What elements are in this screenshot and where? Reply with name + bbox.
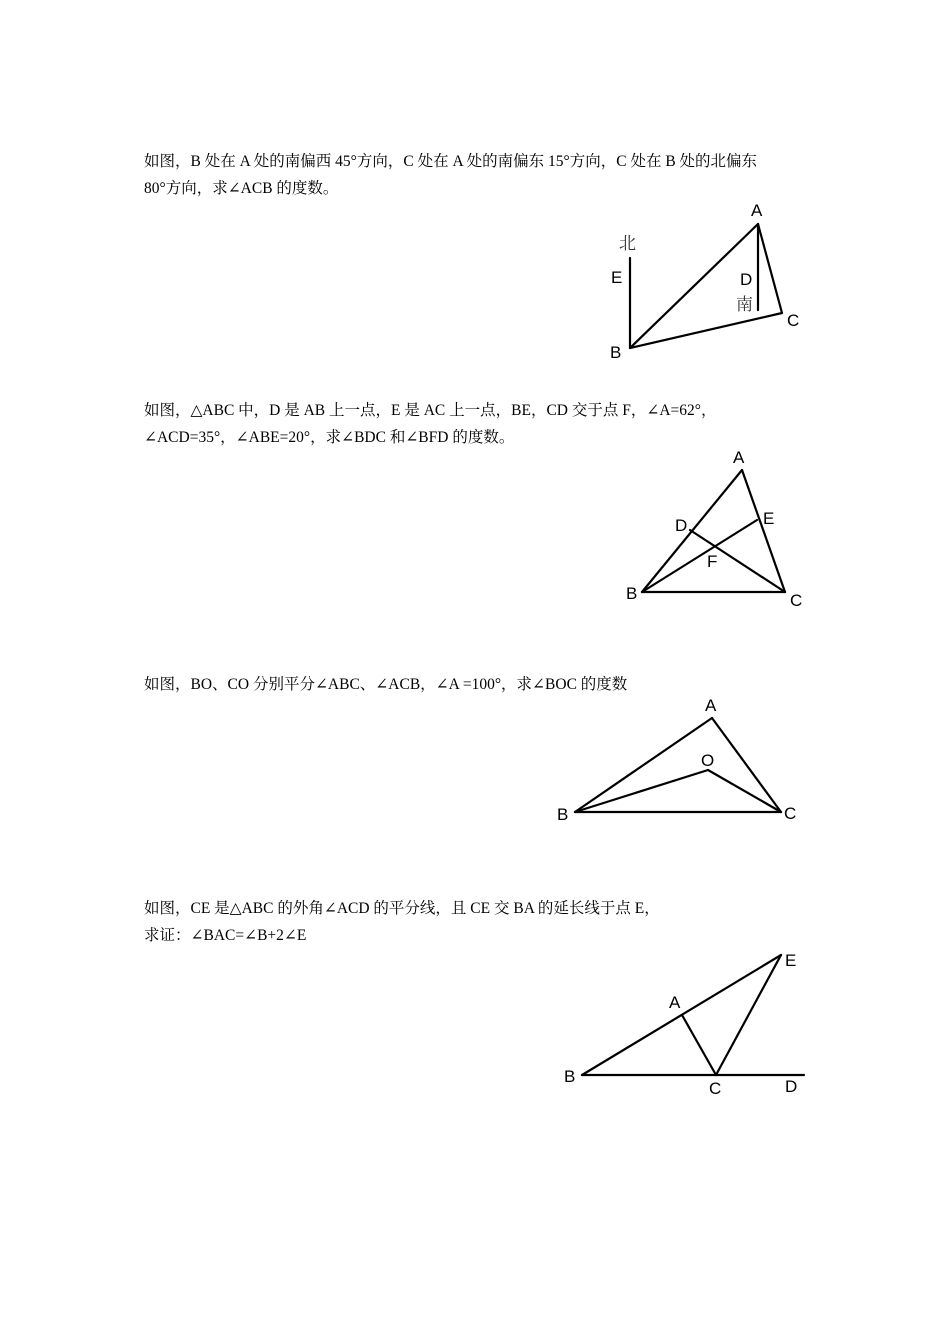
label-a: A (705, 696, 717, 715)
segment-ce (716, 955, 781, 1075)
label-e: E (611, 268, 623, 287)
label-b: B (564, 1067, 576, 1086)
label-c: C (787, 311, 800, 330)
label-a: A (733, 448, 745, 467)
label-d: D (785, 1077, 798, 1096)
label-south: 南 (736, 295, 753, 314)
problem-4-line-2: 求证：∠BAC=∠B+2∠E (144, 927, 307, 944)
label-o: O (701, 751, 715, 770)
label-b: B (610, 343, 622, 362)
problem-1-line-1: 如图，B 处在 A 处的南偏西 45°方向，C 处在 A 处的南偏东 15°方向，C 处在 B 处的北偏东 (144, 153, 758, 170)
label-c: C (784, 804, 797, 823)
label-f: F (707, 552, 718, 571)
label-c: C (709, 1079, 722, 1098)
problem-4-line-1: 如图，CE 是△ABC 的外角∠ACD 的平分线，且 CE 交 BA 的延长线于点 E， (144, 900, 660, 917)
label-d: D (740, 270, 753, 289)
label-b: B (626, 584, 638, 603)
label-a: A (751, 201, 763, 220)
label-north: 北 (619, 234, 636, 253)
problem-3-line-1: 如图，BO、CO 分别平分∠ABC、∠ACB，∠A =100°，求∠BOC 的度数 (144, 676, 628, 693)
label-c: C (790, 591, 803, 610)
label-d: D (675, 516, 688, 535)
problem-1-line-2: 80°方向，求∠ACB 的度数。 (144, 180, 339, 197)
problem-2-line-1: 如图，△ABC 中，D 是 AB 上一点，E 是 AC 上一点，BE，CD 交于点 F，∠A=62°， (144, 402, 717, 419)
label-e: E (785, 951, 797, 970)
problem-2-line-2: ∠ACD=35°，∠ABE=20°，求∠BDC 和∠BFD 的度数。 (144, 429, 515, 446)
label-a: A (669, 993, 681, 1012)
label-e: E (763, 509, 775, 528)
segment-ac (682, 1015, 716, 1075)
label-b: B (557, 805, 569, 824)
